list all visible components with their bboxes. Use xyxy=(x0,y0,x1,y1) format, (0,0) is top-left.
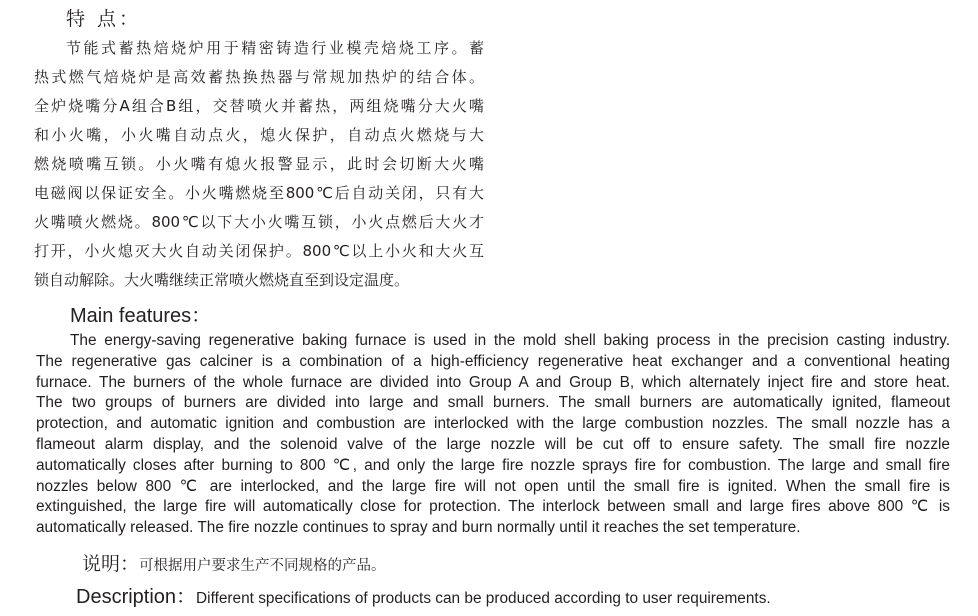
en-paragraph-line: extinguished, the large fire will automatically close for protection. The interlock between small and large fires above 800 ℃ is xyxy=(36,498,950,516)
cn-description-text: 可根据用户要求生产不同规格的产品。 xyxy=(139,558,386,574)
cn-paragraph-line: 热式燃气焙烧炉是高效蓄热换热器与常规加热炉的结合体。 xyxy=(34,68,484,86)
cn-features-heading: 特 点： xyxy=(66,8,142,30)
cn-paragraph-line: 全炉烧嘴分A组合B组，交替喷火并蓄热，两组烧嘴分大火嘴 xyxy=(34,97,484,115)
en-paragraph-line: automatically released. The fire nozzle continues to spray and burn normally until it reaches the set temperature. xyxy=(36,519,801,537)
cn-paragraph-line: 和小火嘴，小火嘴自动点火，熄火保护，自动点火燃烧与大 xyxy=(34,126,484,144)
en-paragraph-line: The regenerative gas calciner is a combination of a high-efficiency regenerative heat exchanger and a conventional heating xyxy=(36,352,950,370)
cn-description-label: 说明： xyxy=(82,553,140,575)
cn-paragraph-line: 节能式蓄热焙烧炉用于精密铸造行业模壳焙烧工序。蓄 xyxy=(66,39,484,57)
en-description-text: Different specifications of products can be produced according to user requirements. xyxy=(196,590,771,607)
en-paragraph-line: The energy-saving regenerative baking furnace is used in the mold shell baking process in the precision casting industry. xyxy=(70,332,950,349)
cn-paragraph-line: 火嘴喷火燃烧。800℃以下大小火嘴互锁，小火点燃后大火才 xyxy=(34,213,484,231)
en-paragraph-line: flameout alarm display, and the solenoid valve of the large nozzle will be cut off to ensure safety. The small fire nozzle xyxy=(36,435,950,453)
en-paragraph-line: protection, and automatic ignition and combustion are interlocked with the large combustion nozzles. The small nozzle has a xyxy=(36,415,950,433)
cn-paragraph-line: 打开，小火熄灭大火自动关闭保护。800℃以上小火和大火互 xyxy=(34,242,484,260)
en-paragraph-line: nozzles below 800 ℃ are interlocked, and the large fire will not open until the small fire is ignited. When the small fire is xyxy=(36,477,950,495)
en-description-label: Description： xyxy=(76,586,197,608)
en-paragraph-line: The two groups of burners are divided into large and small burners. The small burners are automatically ignited, flameout xyxy=(36,394,950,412)
en-paragraph-line: furnace. The burners of the whole furnace are divided into Group A and Group B, which alternately inject fire and store heat. xyxy=(36,373,950,391)
en-paragraph-line: automatically closes after burning to 800 ℃, and only the large fire nozzle sprays fire for combustion. The large and small fire xyxy=(36,456,950,474)
cn-paragraph-line: 燃烧喷嘴互锁。小火嘴有熄火报警显示，此时会切断大火嘴 xyxy=(34,155,484,173)
cn-paragraph-line: 电磁阀以保证安全。小火嘴燃烧至800℃后自动关闭，只有大 xyxy=(34,184,484,202)
cn-paragraph-line: 锁自动解除。大火嘴继续正常喷火燃烧直至到设定温度。 xyxy=(34,271,410,289)
en-features-heading: Main features： xyxy=(70,305,212,327)
cn-description-note xyxy=(82,550,386,580)
cn-features-paragraph xyxy=(34,34,484,295)
en-description-note xyxy=(76,583,771,613)
en-features-paragraph xyxy=(36,331,950,539)
